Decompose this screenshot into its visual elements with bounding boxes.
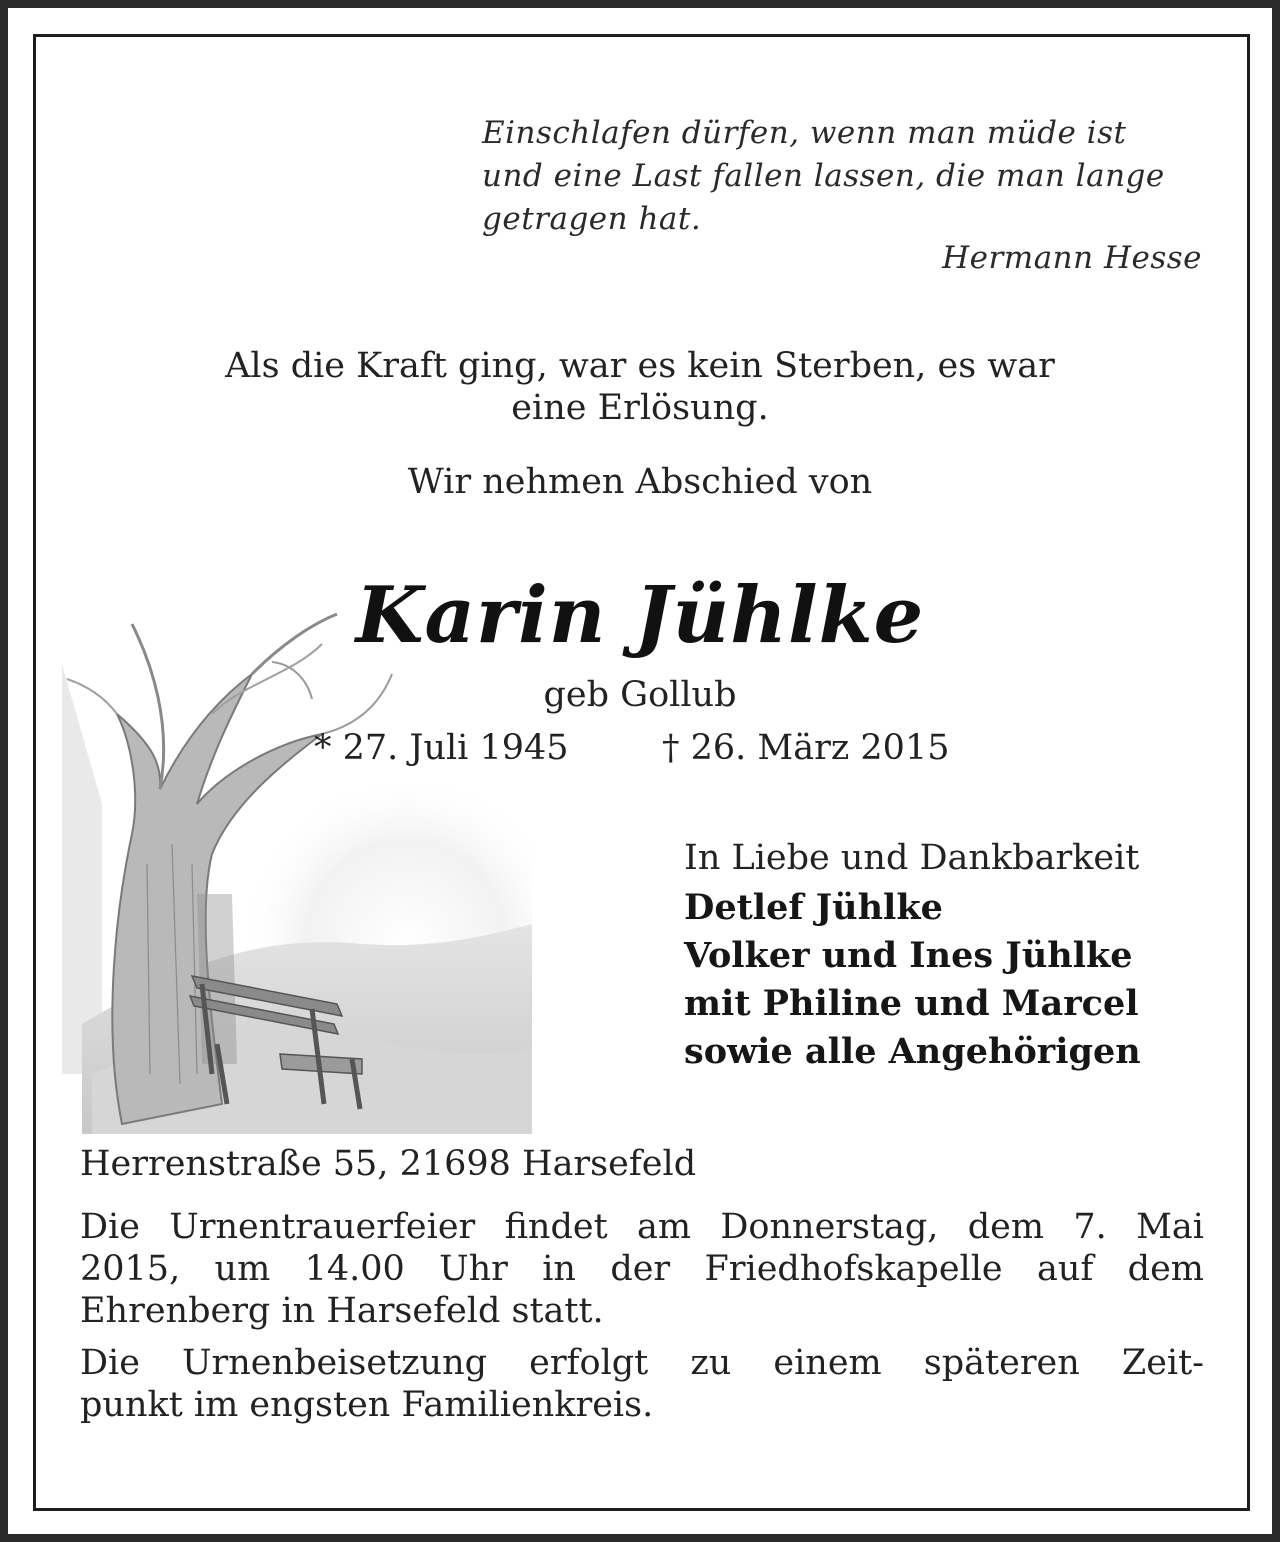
saying-line: eine Erlösung. [511, 388, 769, 428]
family-member: Detlef Jühlke [684, 887, 943, 928]
address: Herrenstraße 55, 21698 Harsefeld [80, 1144, 697, 1184]
hesse-quote [482, 112, 1204, 241]
family-member: sowie alle Angehörigen [684, 1031, 1141, 1072]
burial-info [80, 1342, 1204, 1426]
farewell-line: Wir nehmen Abschied von [407, 462, 873, 502]
quote-line: getragen hat. [482, 201, 702, 237]
burial-line: Die Urnenbeisetzung erfolgt zu einem späteren Zeit- [80, 1343, 1204, 1383]
ceremony-line: 2015, um 14.00 Uhr in der Friedhofskapelle auf dem [80, 1249, 1204, 1289]
birth-date: * 27. Juli 1945 [314, 728, 569, 768]
saying [0, 345, 1280, 429]
family-member: mit Philine und Marcel [684, 983, 1139, 1024]
quote-author: Hermann Hesse [942, 240, 1202, 276]
quote-line: Einschlafen dürfen, wenn man müde ist [482, 115, 1127, 151]
maiden-name: geb Gollub [543, 675, 737, 715]
family-signature [684, 838, 1224, 1076]
quote-line: und eine Last fallen lassen, die man lange [482, 158, 1165, 194]
saying-line: Als die Kraft ging, war es kein Sterben, es war [225, 346, 1055, 386]
ceremony-line: Die Urnentrauerfeier findet am Donnerstag, dem 7. Mai [80, 1207, 1204, 1247]
ceremony-info [80, 1206, 1204, 1332]
burial-line: punkt im engsten Familienkreis. [80, 1385, 654, 1425]
family-member: Volker und Ines Jühlke [684, 935, 1133, 976]
deceased-name: Karin Jühlke [355, 570, 925, 661]
ceremony-line: Ehrenberg in Harsefeld statt. [80, 1291, 604, 1331]
death-date: † 26. März 2015 [662, 728, 950, 768]
family-intro: In Liebe und Dankbarkeit [684, 838, 1140, 878]
